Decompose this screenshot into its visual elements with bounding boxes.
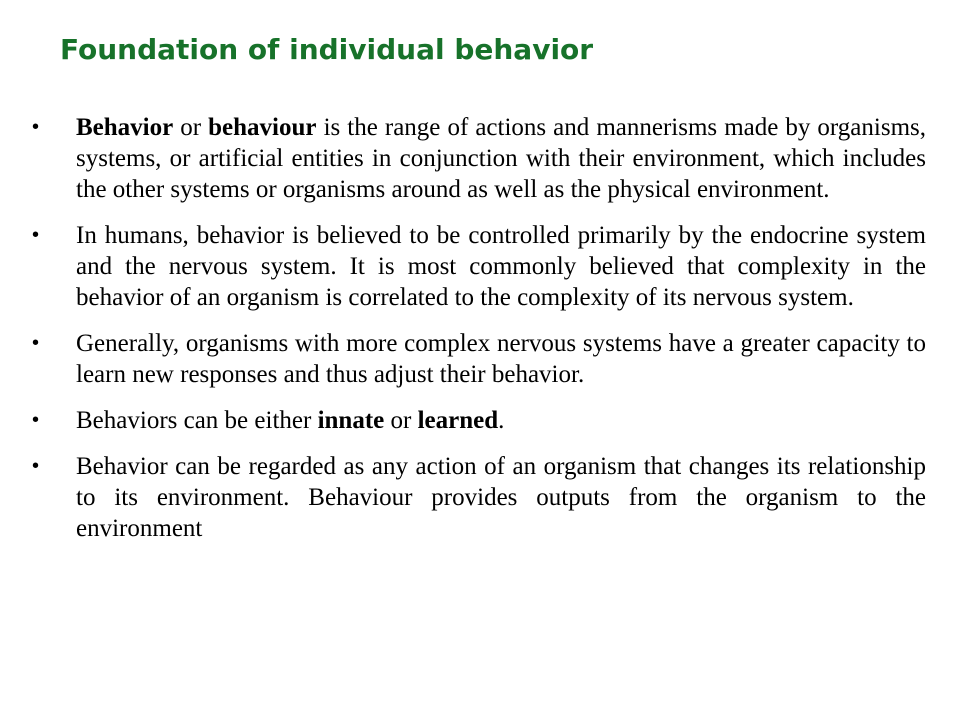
bullet-text: Behavior can be regarded as any action of an organism that changes its relationship to its environment. Behaviour provides outputs from the organism to the environment (76, 453, 926, 542)
bullet-innate-learned (32, 405, 926, 436)
bullet-text: or (384, 407, 418, 434)
bold-term: learned (417, 407, 499, 434)
bullet-text: Behaviors can be either (76, 407, 318, 434)
bullet-text: . (498, 407, 505, 434)
bullet-text: In humans, behavior is believed to be controlled primarily by the endocrine system and the nervous system. It is most commonly believed that complexity in the behavior of an organism is correlated to the complexity of its nervous system. (76, 222, 926, 311)
bullet-text: or (173, 114, 209, 141)
bullet-dot-icon: • (32, 224, 40, 246)
bullet-text: Generally, organisms with more complex nervous systems have a greater capacity to learn new responses and thus adjust their behavior. (76, 330, 926, 388)
bullet-humans (32, 220, 926, 313)
bullet-dot-icon: • (32, 332, 40, 354)
bullet-action-environment (32, 451, 926, 544)
bullet-list (32, 112, 926, 559)
bold-term: behaviour (208, 114, 317, 141)
bullet-dot-icon: • (32, 455, 40, 477)
bold-term: innate (317, 407, 385, 434)
bullet-dot-icon: • (32, 409, 40, 431)
slide-title: Foundation of individual behavior (60, 33, 594, 66)
bullet-text: is the range of actions and mannerisms made by organisms, systems, or artificial entities in conjunction with their environment, which includes the other systems or organisms around as well as the physical environment. (76, 114, 926, 203)
bullet-complex-nervous-systems (32, 328, 926, 390)
bullet-behavior-definition (32, 112, 926, 205)
bold-term: Behavior (76, 114, 174, 141)
bullet-dot-icon: • (32, 116, 40, 138)
